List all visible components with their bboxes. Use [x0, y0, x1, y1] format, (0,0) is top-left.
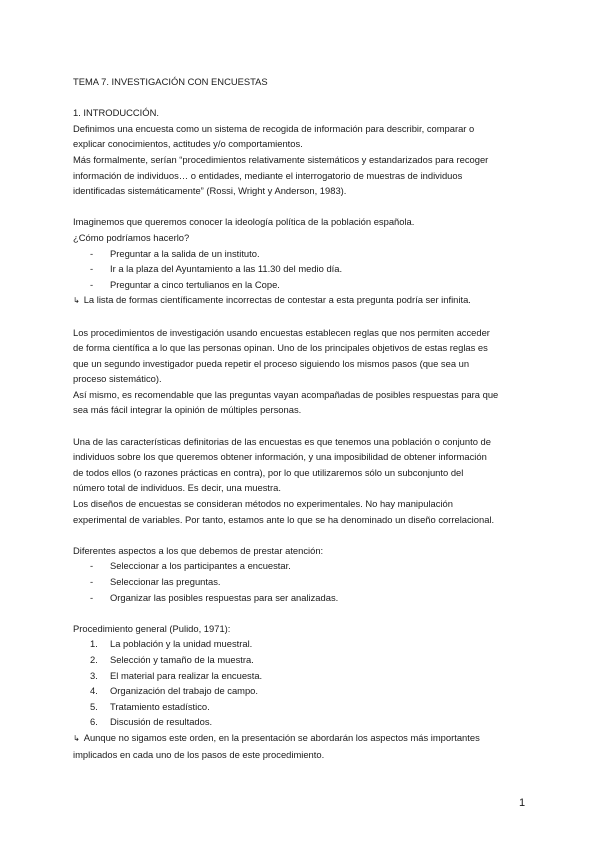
intro-line: Definimos una encuesta como un sistema de recogida de información para describir, comparar o [73, 122, 475, 134]
characteristics-line: Una de las características definitorias de las encuestas es que tenemos una población o conjunto de [73, 435, 491, 447]
characteristics-line: Los diseños de encuestas se consideran métodos no experimentales. No hay manipulación [73, 498, 453, 510]
list-item-text: Organización del trabajo de campo. [110, 685, 259, 697]
list-item-text: El material para realizar la encuesta. [110, 669, 263, 681]
arrow-icon: ↳ [73, 733, 80, 743]
list-item: - Ir a la plaza del Ayuntamiento a las 11.30 del medio día. [73, 261, 533, 277]
characteristics-line: de todos ellos (o razones prácticas en contra), por lo que utilizaremos sólo un subconjunto del [73, 466, 464, 478]
procedures-line: proceso sistemático). [73, 373, 162, 385]
intro-line: información de individuos… o entidades, mediante el interrogatorio de muestras de individuos [73, 169, 463, 181]
arrow-note-text: La lista de formas científicamente incorrectas de contestar a esta pregunta podría ser infinita. [83, 294, 471, 306]
list-number: 2. [90, 653, 98, 665]
list-item: - Seleccionar las preguntas. [73, 574, 533, 590]
list-item-text: Selección y tamaño de la muestra. [110, 653, 254, 665]
aspects-list [73, 558, 533, 605]
example-arrow-note [73, 292, 533, 309]
list-item [73, 652, 533, 668]
aspects-intro: Diferentes aspectos a los que debemos de prestar atención: [73, 544, 324, 556]
procedure-arrow-note-continued: implicados en cada uno de los pasos de este procedimiento. [73, 748, 325, 760]
procedures-line: sea más fácil integrar la opinión de múltiples personas. [73, 404, 302, 416]
arrow-icon: ↳ [73, 296, 80, 306]
list-item-text: Discusión de resultados. [110, 716, 213, 728]
intro-line: identificadas sistemáticamente” (Rossi, Wright y Anderson, 1983). [73, 185, 347, 197]
list-item [73, 714, 533, 730]
list-item: - Preguntar a cinco tertulianos en la Cope. [73, 277, 533, 293]
procedure-list [73, 636, 533, 730]
list-number: 1. [90, 638, 98, 650]
list-item [73, 683, 533, 699]
section-heading: 1. INTRODUCCIÓN. [73, 107, 159, 119]
procedures-line: Los procedimientos de investigación usando encuestas establecen reglas que nos permiten acceder [73, 326, 490, 338]
example-list [73, 246, 533, 293]
procedures-line: Así mismo, es recomendable que las preguntas vayan acompañadas de posibles respuestas para que [73, 388, 499, 400]
procedure-intro: Procedimiento general (Pulido, 1971): [73, 622, 231, 634]
list-number: 6. [90, 716, 98, 728]
list-item: - Organizar las posibles respuestas para ser analizadas. [73, 590, 533, 606]
procedures-line: que un segundo investigador pueda repetir el proceso siguiendo los mismos pasos (que sea un [73, 357, 470, 369]
list-item [73, 668, 533, 684]
example-line: ¿Cómo podríamos hacerlo? [73, 231, 190, 243]
procedures-line: de forma científica a lo que las personas opinan. Uno de los principales objetivos de estas reglas es [73, 342, 488, 354]
document-title: TEMA 7. INVESTIGACIÓN CON ENCUESTAS [73, 76, 268, 87]
characteristics-line: número total de individuos. Es decir, una muestra. [73, 482, 281, 494]
list-item [73, 636, 533, 652]
characteristics-line: experimental de variables. Por tanto, estamos ante lo que se ha denominado un diseño correlacional. [73, 513, 495, 525]
procedure-arrow-note [73, 730, 533, 747]
list-number: 3. [90, 669, 98, 681]
list-item-text: La población y la unidad muestral. [110, 638, 253, 650]
characteristics-line: individuos sobre los que queremos obtener información, y una imposibilidad de obtener información [73, 451, 487, 463]
list-item: - Preguntar a la salida de un instituto. [73, 246, 533, 262]
intro-line: Más formalmente, serían “procedimientos relativamente sistemáticos y estandarizados para recoger [73, 153, 489, 165]
list-item-text: Tratamiento estadístico. [110, 700, 210, 712]
list-number: 4. [90, 685, 98, 697]
example-line: Imaginemos que queremos conocer la ideología política de la población española. [73, 216, 415, 228]
page-number: 1 [519, 797, 526, 809]
list-item: - Seleccionar a los participantes a encuestar. [73, 558, 533, 574]
arrow-note-text: Aunque no sigamos este orden, en la presentación se abordarán los aspectos más importantes [83, 731, 480, 743]
list-number: 5. [90, 700, 98, 712]
page-content [73, 74, 533, 762]
list-item [73, 699, 533, 715]
intro-line: explicar conocimientos, actitudes y/o comportamientos. [73, 138, 303, 150]
